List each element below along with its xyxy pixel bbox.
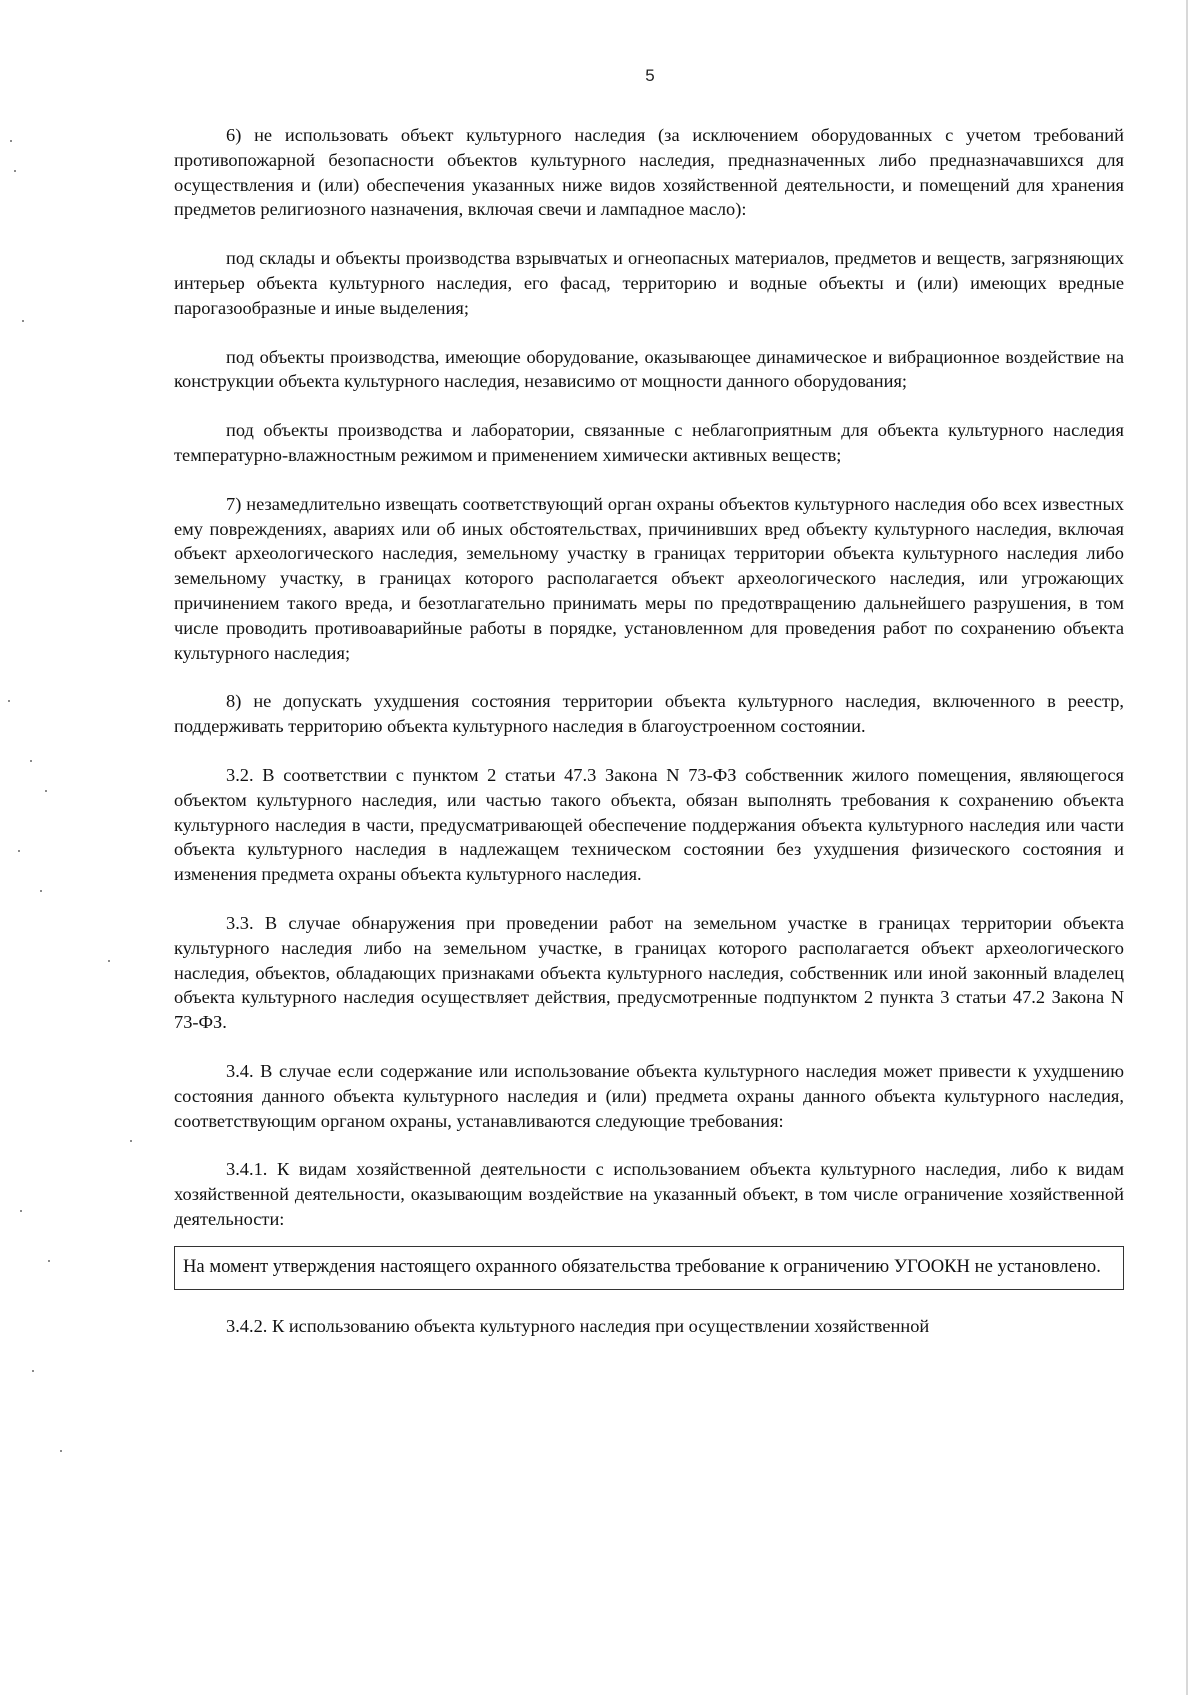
requirement-box-text: На момент утверждения настоящего охранного обязательства требование к ограничению УГООКН не установлено. bbox=[183, 1255, 1101, 1277]
paragraph-8: 8) не допускать ухудшения состояния территории объекта культурного наследия, включенного в реестр, поддерживать территорию объекта культурного наследия в благоустроенном состоянии. bbox=[174, 691, 1124, 737]
page-edge bbox=[1186, 0, 1188, 1695]
paragraph-warehouses: под склады и объекты производства взрывчатых и огнеопасных материалов, предметов и веществ, загрязняющих интерьер объекта культурного наследия, его фасад, территорию и водные объекты и (или) имеющих вредные парогазообразные и иные выделения; bbox=[174, 248, 1124, 318]
document-body bbox=[174, 123, 1124, 1339]
paragraph-6: 6) не использовать объект культурного наследия (за исключением оборудованных с учетом требований противопожарной безопасности объектов культурного наследия, предназначенных либо предназначавшихся для осуществления и (или) обеспечения указанных ниже видов хозяйственной деятельности, и помещений для хранения предметов религиозного назначения, включая свечи и лампадное масло): bbox=[174, 125, 1124, 220]
page-number: 5 bbox=[645, 66, 655, 85]
paragraph-3-4-1: 3.4.1. К видам хозяйственной деятельности с использованием объекта культурного наследия, либо к видам хозяйственной деятельности, оказывающим воздействие на указанный объект, в том числе ограничение хозяйственной деятельности: bbox=[174, 1159, 1124, 1229]
paragraph-laboratories: под объекты производства и лаборатории, связанные с неблагоприятным для объекта культурного наследия температурно-влажностным режимом и применением химически активных веществ; bbox=[174, 420, 1124, 465]
paragraph-3-4-2: 3.4.2. К использованию объекта культурного наследия при осуществлении хозяйственной bbox=[226, 1316, 930, 1337]
paragraph-3-2: 3.2. В соответствии с пунктом 2 статьи 47.3 Закона N 73-ФЗ собственник жилого помещения, являющегося объектом культурного наследия, или частью такого объекта, обязан выполнять требования к сохранению объекта культурного наследия в части, предусматривающей обеспечение поддержания объекта культурного наследия или части объекта культурного наследия в надлежащем техническом состоянии без ухудшения физического состояния и изменения предмета охраны объекта культурного наследия. bbox=[174, 764, 1124, 885]
paragraph-production-equipment: под объекты производства, имеющие оборудование, оказывающее динамическое и вибрационное воздействие на конструкции объекта культурного наследия, независимо от мощности данного оборудования; bbox=[174, 346, 1124, 392]
paragraph-3-3: 3.3. В случае обнаружения при проведении работ на земельном участке в границах территории объекта культурного наследия либо на земельном участке, в границах которого располагается объект археологического наследия, объектов, обладающих признаками объекта культурного наследия, собственник или иной законный владелец объекта культурного наследия осуществляет действия, предусмотренные подпунктом 2 пункта 3 статьи 47.2 Закона N 73-ФЗ. bbox=[174, 912, 1124, 1033]
paragraph-7: 7) незамедлительно извещать соответствующий орган охраны объектов культурного наследия обо всех известных ему повреждениях, авариях или об иных обстоятельствах, причинивших вред объекту культурного наследия, включая объект археологического наследия, земельному участку в границах территории объекта культурного наследия либо земельному участку, в границах которого располагается объект археологического наследия, или угрожающих причинением такого вреда, и безотлагательно принимать меры по предотвращению дальнейшего разрушения, в том числе проводить противоаварийные работы в порядке, установленном для проведения работ по сохранению объекта культурного наследия; bbox=[174, 493, 1124, 663]
paragraph-3-4: 3.4. В случае если содержание или использование объекта культурного наследия может привести к ухудшению состояния данного объекта культурного наследия и (или) предмета охраны данного объекта культурного наследия, соответствующим органом охраны, устанавливаются следующие требования: bbox=[174, 1060, 1124, 1131]
requirement-box bbox=[174, 1246, 1124, 1291]
